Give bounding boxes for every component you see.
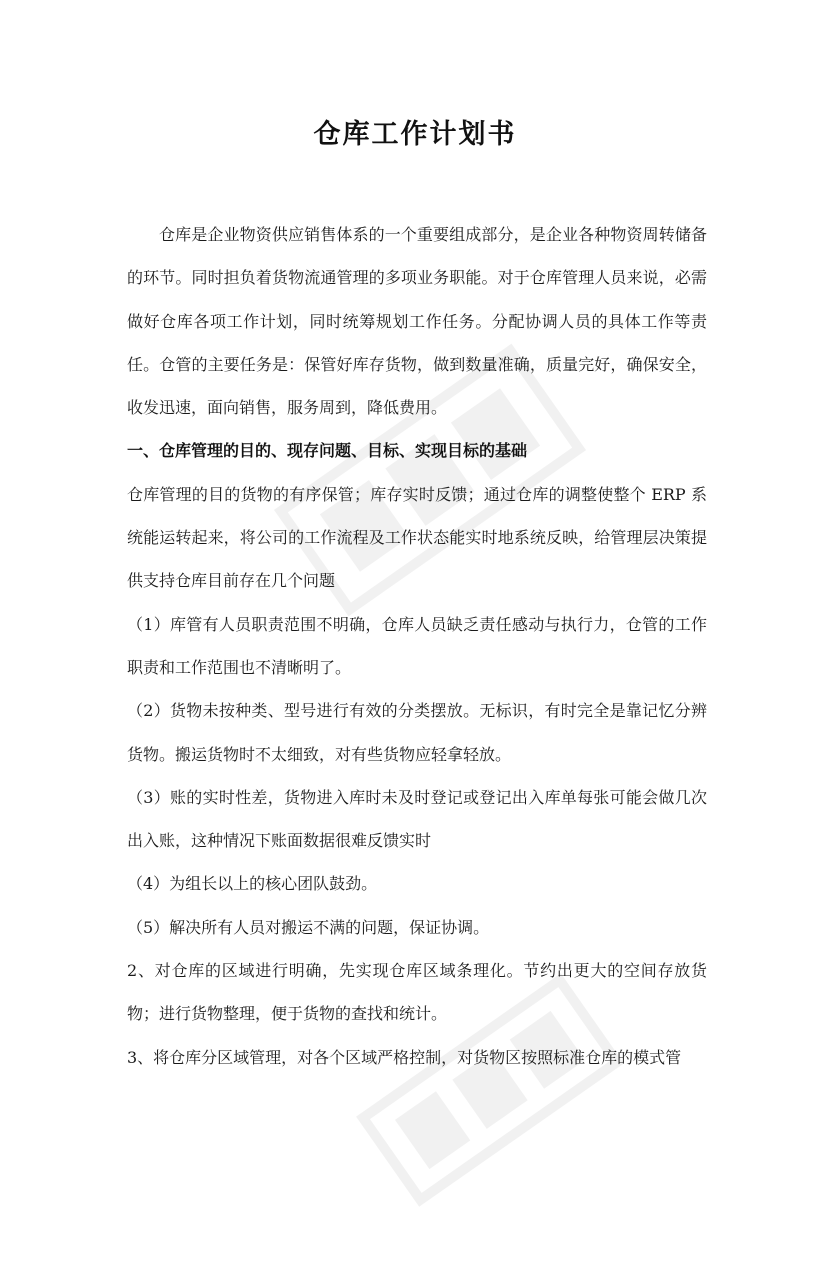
problem-item-3: （3）账的实时性差，货物进入库时未及时登记或登记出入库单每张可能会做几次出入账，这种情况下账面数据很难反馈实时 — [127, 787, 707, 851]
problem-item-4: （4）为组长以上的核心团队鼓劲。 — [127, 874, 378, 894]
section-1-heading: 一、仓库管理的目的、现存问题、目标、实现目标的基础 — [127, 441, 528, 461]
intro-paragraph: 仓库是企业物资供应销售体系的一个重要组成部分，是企业各种物资周转储备的环节。同时担负着货物流通管理的多项业务职能。对于仓库管理人员来说，必需做好仓库各项工作计划，同时统筹规划工作任务。分配协调人员的具体工作等责任。仓管的主要任务是：保管好库存货物，做到数量准确，质量完好，确保安全，收发迅速，面向销售，服务周到，降低费用。 — [127, 225, 707, 418]
problem-item-5: （5）解决所有人员对搬运不满的问题，保证协调。 — [127, 917, 490, 937]
problem-item-1: （1）库管有人员职责范围不明确，仓库人员缺乏责任感动与执行力，仓管的工作职责和工作范围也不清晰明了。 — [127, 614, 707, 677]
section-1-paragraph: 仓库管理的目的货物的有序保管；库存实时反馈；通过仓库的调整使整个 ERP 系统能运转起来，将公司的工作流程及工作状态能实时地系统反映，给管理层决策提供支持仓库目前存在几个问题 — [127, 484, 707, 591]
document-body — [127, 213, 707, 1079]
numbered-item-2: 2、对仓库的区域进行明确，先实现仓库区域条理化。节约出更大的空间存放货物；进行货物整理，便于货物的查找和统计。 — [127, 961, 707, 1024]
problem-item-2: （2）货物未按种类、型号进行有效的分类摆放。无标识，有时完全是靠记忆分辨货物。搬运货物时不太细致，对有些货物应轻拿轻放。 — [127, 701, 707, 764]
document-title: 仓库工作计划书 — [313, 119, 517, 150]
numbered-item-3: 3、将仓库分区域管理，对各个区域严格控制，对货物区按照标准仓库的模式管 — [127, 1047, 682, 1067]
